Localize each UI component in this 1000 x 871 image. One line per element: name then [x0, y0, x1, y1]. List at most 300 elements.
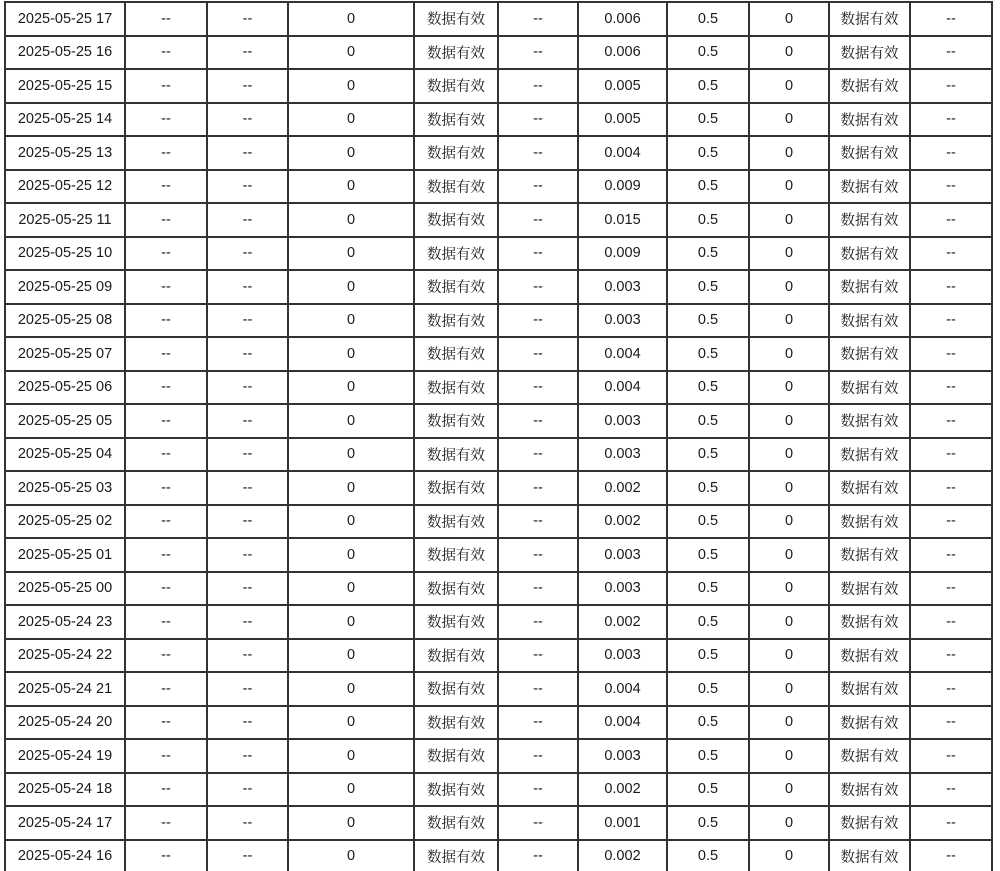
- status-cell: 数据有效: [829, 404, 910, 438]
- timestamp-cell: 2025-05-24 17: [5, 806, 125, 840]
- concentration-cell: 0.002: [578, 840, 667, 871]
- status-cell: 数据有效: [829, 806, 910, 840]
- value-cell: --: [207, 706, 288, 740]
- value-cell: --: [207, 505, 288, 539]
- value-cell: --: [125, 337, 207, 371]
- count-cell: 0: [288, 773, 414, 807]
- concentration-cell: 0.003: [578, 572, 667, 606]
- concentration-cell: 0.004: [578, 136, 667, 170]
- table-row: [5, 840, 992, 871]
- table-row: [5, 136, 992, 170]
- limit-cell: 0.5: [667, 672, 749, 706]
- limit-cell: 0.5: [667, 371, 749, 405]
- table-row: [5, 103, 992, 137]
- status-cell: 数据有效: [829, 639, 910, 673]
- timestamp-cell: 2025-05-25 15: [5, 69, 125, 103]
- status-cell: 数据有效: [829, 371, 910, 405]
- value-cell: --: [910, 471, 992, 505]
- timestamp-cell: 2025-05-25 08: [5, 304, 125, 338]
- limit-cell: 0.5: [667, 103, 749, 137]
- value-cell: --: [498, 69, 578, 103]
- count-cell: 0: [749, 136, 829, 170]
- value-cell: --: [207, 304, 288, 338]
- value-cell: --: [498, 538, 578, 572]
- concentration-cell: 0.005: [578, 69, 667, 103]
- value-cell: --: [207, 672, 288, 706]
- timestamp-cell: 2025-05-24 16: [5, 840, 125, 871]
- status-cell: 数据有效: [829, 36, 910, 70]
- count-cell: 0: [288, 2, 414, 36]
- status-cell: 数据有效: [829, 69, 910, 103]
- value-cell: --: [125, 69, 207, 103]
- concentration-cell: 0.004: [578, 706, 667, 740]
- value-cell: --: [498, 806, 578, 840]
- status-cell: 数据有效: [414, 739, 498, 773]
- status-cell: 数据有效: [414, 806, 498, 840]
- value-cell: --: [207, 438, 288, 472]
- value-cell: --: [910, 706, 992, 740]
- value-cell: --: [498, 404, 578, 438]
- limit-cell: 0.5: [667, 2, 749, 36]
- timestamp-cell: 2025-05-24 22: [5, 639, 125, 673]
- value-cell: --: [910, 572, 992, 606]
- concentration-cell: 0.006: [578, 2, 667, 36]
- limit-cell: 0.5: [667, 270, 749, 304]
- timestamp-cell: 2025-05-25 02: [5, 505, 125, 539]
- limit-cell: 0.5: [667, 404, 749, 438]
- table-row: [5, 203, 992, 237]
- value-cell: --: [910, 304, 992, 338]
- concentration-cell: 0.002: [578, 505, 667, 539]
- count-cell: 0: [749, 538, 829, 572]
- timestamp-cell: 2025-05-25 00: [5, 572, 125, 606]
- limit-cell: 0.5: [667, 840, 749, 871]
- limit-cell: 0.5: [667, 538, 749, 572]
- value-cell: --: [125, 505, 207, 539]
- timestamp-cell: 2025-05-25 16: [5, 36, 125, 70]
- count-cell: 0: [749, 103, 829, 137]
- table-row: [5, 706, 992, 740]
- timestamp-cell: 2025-05-25 06: [5, 371, 125, 405]
- table-row: [5, 672, 992, 706]
- status-cell: 数据有效: [414, 572, 498, 606]
- status-cell: 数据有效: [414, 170, 498, 204]
- count-cell: 0: [288, 136, 414, 170]
- status-cell: 数据有效: [829, 203, 910, 237]
- value-cell: --: [498, 672, 578, 706]
- value-cell: --: [498, 438, 578, 472]
- concentration-cell: 0.004: [578, 337, 667, 371]
- timestamp-cell: 2025-05-25 05: [5, 404, 125, 438]
- value-cell: --: [125, 103, 207, 137]
- table-row: [5, 538, 992, 572]
- limit-cell: 0.5: [667, 304, 749, 338]
- timestamp-cell: 2025-05-24 18: [5, 773, 125, 807]
- value-cell: --: [910, 2, 992, 36]
- limit-cell: 0.5: [667, 337, 749, 371]
- concentration-cell: 0.006: [578, 36, 667, 70]
- limit-cell: 0.5: [667, 739, 749, 773]
- status-cell: 数据有效: [414, 103, 498, 137]
- limit-cell: 0.5: [667, 237, 749, 271]
- count-cell: 0: [288, 237, 414, 271]
- value-cell: --: [498, 572, 578, 606]
- table-row: [5, 739, 992, 773]
- timestamp-cell: 2025-05-25 13: [5, 136, 125, 170]
- status-cell: 数据有效: [414, 471, 498, 505]
- status-cell: 数据有效: [829, 706, 910, 740]
- table-row: [5, 2, 992, 36]
- concentration-cell: 0.005: [578, 103, 667, 137]
- table-row: [5, 404, 992, 438]
- status-cell: 数据有效: [414, 438, 498, 472]
- count-cell: 0: [288, 639, 414, 673]
- count-cell: 0: [288, 572, 414, 606]
- concentration-cell: 0.002: [578, 471, 667, 505]
- status-cell: 数据有效: [414, 2, 498, 36]
- table-row: [5, 605, 992, 639]
- status-cell: 数据有效: [414, 371, 498, 405]
- value-cell: --: [125, 672, 207, 706]
- value-cell: --: [498, 337, 578, 371]
- status-cell: 数据有效: [829, 103, 910, 137]
- value-cell: --: [207, 605, 288, 639]
- count-cell: 0: [288, 170, 414, 204]
- value-cell: --: [125, 706, 207, 740]
- count-cell: 0: [749, 69, 829, 103]
- status-cell: 数据有效: [829, 471, 910, 505]
- timestamp-cell: 2025-05-25 17: [5, 2, 125, 36]
- concentration-cell: 0.003: [578, 739, 667, 773]
- status-cell: 数据有效: [414, 672, 498, 706]
- status-cell: 数据有效: [829, 136, 910, 170]
- status-cell: 数据有效: [829, 773, 910, 807]
- status-cell: 数据有效: [829, 2, 910, 36]
- limit-cell: 0.5: [667, 136, 749, 170]
- value-cell: --: [910, 69, 992, 103]
- value-cell: --: [498, 103, 578, 137]
- value-cell: --: [910, 203, 992, 237]
- timestamp-cell: 2025-05-25 09: [5, 270, 125, 304]
- value-cell: --: [125, 237, 207, 271]
- status-cell: 数据有效: [829, 572, 910, 606]
- status-cell: 数据有效: [829, 304, 910, 338]
- count-cell: 0: [749, 605, 829, 639]
- count-cell: 0: [749, 572, 829, 606]
- limit-cell: 0.5: [667, 773, 749, 807]
- value-cell: --: [910, 270, 992, 304]
- value-cell: --: [207, 237, 288, 271]
- value-cell: --: [498, 36, 578, 70]
- value-cell: --: [910, 36, 992, 70]
- concentration-cell: 0.009: [578, 237, 667, 271]
- timestamp-cell: 2025-05-24 21: [5, 672, 125, 706]
- limit-cell: 0.5: [667, 605, 749, 639]
- value-cell: --: [910, 538, 992, 572]
- count-cell: 0: [749, 371, 829, 405]
- status-cell: 数据有效: [414, 304, 498, 338]
- value-cell: --: [498, 739, 578, 773]
- value-cell: --: [910, 136, 992, 170]
- status-cell: 数据有效: [414, 36, 498, 70]
- value-cell: --: [910, 371, 992, 405]
- value-cell: --: [498, 773, 578, 807]
- count-cell: 0: [288, 304, 414, 338]
- count-cell: 0: [749, 237, 829, 271]
- value-cell: --: [207, 136, 288, 170]
- timestamp-cell: 2025-05-25 11: [5, 203, 125, 237]
- value-cell: --: [498, 639, 578, 673]
- concentration-cell: 0.003: [578, 639, 667, 673]
- timestamp-cell: 2025-05-25 04: [5, 438, 125, 472]
- value-cell: --: [125, 739, 207, 773]
- value-cell: --: [910, 739, 992, 773]
- value-cell: --: [125, 538, 207, 572]
- count-cell: 0: [749, 471, 829, 505]
- value-cell: --: [207, 404, 288, 438]
- value-cell: --: [125, 471, 207, 505]
- concentration-cell: 0.015: [578, 203, 667, 237]
- value-cell: --: [207, 103, 288, 137]
- value-cell: --: [910, 103, 992, 137]
- timestamp-cell: 2025-05-24 23: [5, 605, 125, 639]
- timestamp-cell: 2025-05-25 07: [5, 337, 125, 371]
- value-cell: --: [125, 170, 207, 204]
- status-cell: 数据有效: [414, 605, 498, 639]
- value-cell: --: [125, 304, 207, 338]
- status-cell: 数据有效: [414, 203, 498, 237]
- timestamp-cell: 2025-05-24 19: [5, 739, 125, 773]
- count-cell: 0: [288, 706, 414, 740]
- concentration-cell: 0.003: [578, 404, 667, 438]
- value-cell: --: [207, 337, 288, 371]
- count-cell: 0: [749, 404, 829, 438]
- status-cell: 数据有效: [829, 840, 910, 871]
- value-cell: --: [125, 639, 207, 673]
- count-cell: 0: [288, 840, 414, 871]
- count-cell: 0: [288, 337, 414, 371]
- count-cell: 0: [749, 672, 829, 706]
- value-cell: --: [910, 639, 992, 673]
- value-cell: --: [207, 170, 288, 204]
- status-cell: 数据有效: [414, 706, 498, 740]
- count-cell: 0: [749, 304, 829, 338]
- count-cell: 0: [749, 505, 829, 539]
- value-cell: --: [498, 371, 578, 405]
- value-cell: --: [125, 2, 207, 36]
- value-cell: --: [125, 270, 207, 304]
- count-cell: 0: [288, 371, 414, 405]
- table-row: [5, 304, 992, 338]
- value-cell: --: [910, 840, 992, 871]
- value-cell: --: [910, 672, 992, 706]
- value-cell: --: [125, 203, 207, 237]
- limit-cell: 0.5: [667, 639, 749, 673]
- limit-cell: 0.5: [667, 471, 749, 505]
- table-row: [5, 505, 992, 539]
- status-cell: 数据有效: [414, 136, 498, 170]
- table-row: [5, 337, 992, 371]
- value-cell: --: [910, 806, 992, 840]
- value-cell: --: [207, 270, 288, 304]
- count-cell: 0: [749, 639, 829, 673]
- limit-cell: 0.5: [667, 36, 749, 70]
- value-cell: --: [207, 371, 288, 405]
- value-cell: --: [207, 538, 288, 572]
- value-cell: --: [207, 69, 288, 103]
- table-row: [5, 639, 992, 673]
- value-cell: --: [207, 2, 288, 36]
- count-cell: 0: [288, 605, 414, 639]
- concentration-cell: 0.004: [578, 371, 667, 405]
- status-cell: 数据有效: [829, 505, 910, 539]
- status-cell: 数据有效: [829, 170, 910, 204]
- status-cell: 数据有效: [829, 237, 910, 271]
- value-cell: --: [910, 505, 992, 539]
- value-cell: --: [498, 840, 578, 871]
- concentration-cell: 0.003: [578, 304, 667, 338]
- timestamp-cell: 2025-05-25 10: [5, 237, 125, 271]
- count-cell: 0: [749, 806, 829, 840]
- table-row: [5, 773, 992, 807]
- value-cell: --: [910, 237, 992, 271]
- value-cell: --: [125, 136, 207, 170]
- count-cell: 0: [749, 438, 829, 472]
- limit-cell: 0.5: [667, 706, 749, 740]
- value-cell: --: [910, 404, 992, 438]
- table-row: [5, 270, 992, 304]
- value-cell: --: [125, 404, 207, 438]
- concentration-cell: 0.002: [578, 605, 667, 639]
- value-cell: --: [207, 639, 288, 673]
- count-cell: 0: [749, 706, 829, 740]
- count-cell: 0: [749, 337, 829, 371]
- status-cell: 数据有效: [414, 337, 498, 371]
- status-cell: 数据有效: [414, 639, 498, 673]
- limit-cell: 0.5: [667, 438, 749, 472]
- value-cell: --: [910, 605, 992, 639]
- count-cell: 0: [749, 2, 829, 36]
- value-cell: --: [125, 572, 207, 606]
- table-row: [5, 170, 992, 204]
- hourly-data-table: [4, 1, 993, 871]
- count-cell: 0: [288, 471, 414, 505]
- table-row: [5, 806, 992, 840]
- value-cell: --: [125, 806, 207, 840]
- timestamp-cell: 2025-05-25 14: [5, 103, 125, 137]
- status-cell: 数据有效: [829, 270, 910, 304]
- value-cell: --: [207, 572, 288, 606]
- status-cell: 数据有效: [829, 672, 910, 706]
- table-body: [5, 2, 992, 871]
- concentration-cell: 0.001: [578, 806, 667, 840]
- count-cell: 0: [749, 739, 829, 773]
- count-cell: 0: [749, 270, 829, 304]
- concentration-cell: 0.003: [578, 438, 667, 472]
- value-cell: --: [498, 471, 578, 505]
- status-cell: 数据有效: [829, 538, 910, 572]
- count-cell: 0: [749, 203, 829, 237]
- count-cell: 0: [288, 438, 414, 472]
- status-cell: 数据有效: [414, 270, 498, 304]
- count-cell: 0: [288, 404, 414, 438]
- status-cell: 数据有效: [829, 739, 910, 773]
- status-cell: 数据有效: [414, 538, 498, 572]
- value-cell: --: [207, 739, 288, 773]
- count-cell: 0: [749, 840, 829, 871]
- limit-cell: 0.5: [667, 203, 749, 237]
- status-cell: 数据有效: [414, 505, 498, 539]
- value-cell: --: [125, 438, 207, 472]
- value-cell: --: [498, 170, 578, 204]
- value-cell: --: [910, 337, 992, 371]
- value-cell: --: [125, 840, 207, 871]
- timestamp-cell: 2025-05-25 12: [5, 170, 125, 204]
- concentration-cell: 0.002: [578, 773, 667, 807]
- status-cell: 数据有效: [414, 404, 498, 438]
- count-cell: 0: [749, 36, 829, 70]
- count-cell: 0: [288, 36, 414, 70]
- value-cell: --: [498, 304, 578, 338]
- value-cell: --: [207, 806, 288, 840]
- status-cell: 数据有效: [414, 237, 498, 271]
- value-cell: --: [498, 270, 578, 304]
- value-cell: --: [125, 773, 207, 807]
- count-cell: 0: [749, 170, 829, 204]
- value-cell: --: [498, 136, 578, 170]
- value-cell: --: [207, 471, 288, 505]
- value-cell: --: [910, 438, 992, 472]
- concentration-cell: 0.009: [578, 170, 667, 204]
- table-row: [5, 371, 992, 405]
- limit-cell: 0.5: [667, 505, 749, 539]
- status-cell: 数据有效: [414, 840, 498, 871]
- concentration-cell: 0.003: [578, 270, 667, 304]
- limit-cell: 0.5: [667, 170, 749, 204]
- limit-cell: 0.5: [667, 572, 749, 606]
- status-cell: 数据有效: [829, 438, 910, 472]
- table-row: [5, 36, 992, 70]
- value-cell: --: [207, 36, 288, 70]
- value-cell: --: [498, 237, 578, 271]
- status-cell: 数据有效: [829, 605, 910, 639]
- value-cell: --: [207, 773, 288, 807]
- value-cell: --: [910, 170, 992, 204]
- table-row: [5, 471, 992, 505]
- timestamp-cell: 2025-05-25 03: [5, 471, 125, 505]
- table-row: [5, 69, 992, 103]
- value-cell: --: [125, 605, 207, 639]
- limit-cell: 0.5: [667, 806, 749, 840]
- count-cell: 0: [288, 270, 414, 304]
- value-cell: --: [498, 706, 578, 740]
- value-cell: --: [498, 203, 578, 237]
- value-cell: --: [207, 203, 288, 237]
- count-cell: 0: [288, 103, 414, 137]
- count-cell: 0: [288, 672, 414, 706]
- value-cell: --: [125, 371, 207, 405]
- count-cell: 0: [288, 806, 414, 840]
- status-cell: 数据有效: [414, 69, 498, 103]
- count-cell: 0: [288, 203, 414, 237]
- concentration-cell: 0.004: [578, 672, 667, 706]
- table-row: [5, 237, 992, 271]
- count-cell: 0: [288, 739, 414, 773]
- status-cell: 数据有效: [829, 337, 910, 371]
- value-cell: --: [125, 36, 207, 70]
- count-cell: 0: [288, 69, 414, 103]
- value-cell: --: [498, 505, 578, 539]
